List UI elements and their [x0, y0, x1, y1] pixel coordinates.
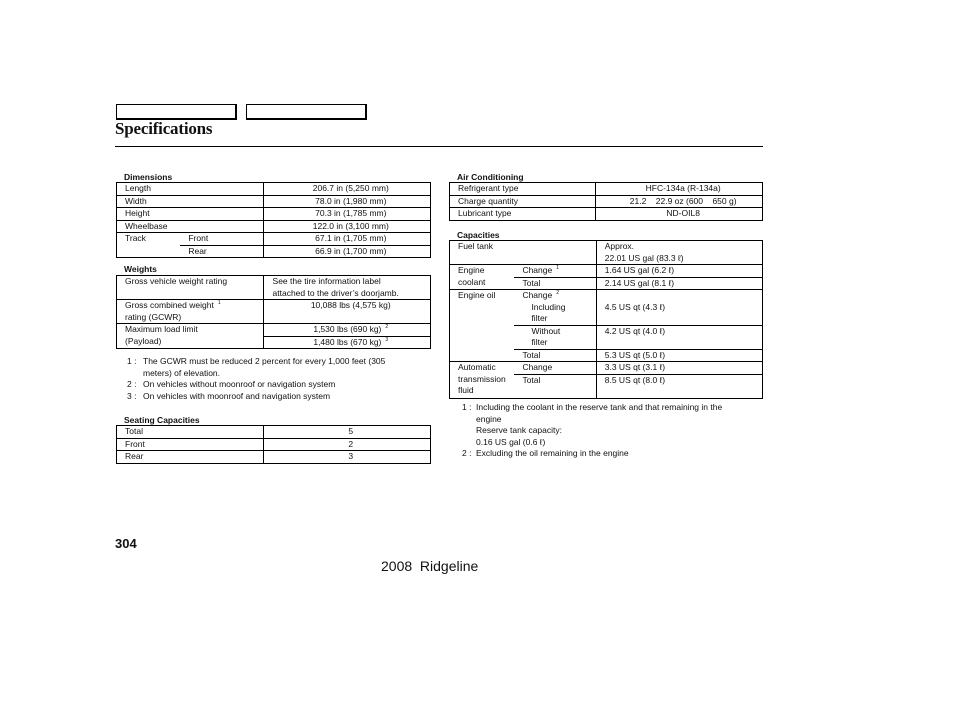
- footnote-marker: 1: [556, 265, 559, 271]
- atf-label: [450, 362, 515, 399]
- table-row: [117, 324, 431, 337]
- ac-value: HFC-134a (R-134a): [596, 183, 763, 196]
- seating-value: 3: [263, 451, 430, 464]
- ac-label: Refrigerant type: [450, 183, 596, 196]
- coolant-total-label: Total: [514, 277, 596, 290]
- note-text: Excluding the oil remaining in the engine: [476, 448, 629, 458]
- table-row: [117, 183, 431, 196]
- fuel-tank-value: [596, 241, 762, 265]
- track-label: Track: [117, 233, 181, 258]
- table-row: [117, 208, 431, 221]
- coolant-change-text: Change: [522, 265, 553, 275]
- note-text: meters) of elevation.: [143, 367, 221, 378]
- capacities-note: [462, 402, 776, 448]
- max-load-label-line: Maximum load limit: [125, 324, 198, 334]
- note-text: 0.16 US gal (0.6 ℓ): [476, 436, 546, 447]
- table-row: [117, 220, 431, 233]
- atf-label-line: Automatic: [458, 362, 496, 372]
- fuel-tank-value-line: Approx.: [604, 241, 635, 251]
- capacities-heading: Capacities: [457, 230, 500, 240]
- atf-change-label: Change: [514, 362, 596, 375]
- weights-note: [127, 379, 443, 391]
- dim-label: Wheelbase: [117, 220, 264, 233]
- gcwr-label-line: rating (GCWR): [125, 311, 182, 322]
- max-load-value: [263, 324, 430, 337]
- note-text: The GCWR must be reduced 2 percent for every 1,000 feet (305: [143, 356, 386, 366]
- track-rear-value: 66.9 in (1,700 mm): [263, 245, 430, 258]
- coolant-total-value: 2.14 US gal (8.1 ℓ): [596, 277, 762, 290]
- seating-label: Front: [117, 438, 264, 451]
- weights-note: [127, 391, 443, 403]
- track-front-label: Front: [180, 233, 263, 246]
- header-tab-1: [116, 104, 237, 120]
- gvwr-value-line: attached to the driver’s doorjamb.: [272, 287, 399, 298]
- dim-value: 122.0 in (3,100 mm): [263, 220, 430, 233]
- atf-change-value: 3.3 US qt (3.1 ℓ): [596, 362, 762, 375]
- note-text: Reserve tank capacity:: [476, 425, 562, 436]
- oil-including-line: Including: [531, 301, 566, 312]
- note-number: 3 :: [127, 391, 137, 401]
- track-front-value: 67.1 in (1,705 mm): [263, 233, 430, 246]
- table-row: [117, 276, 431, 300]
- atf-label-line: transmission: [458, 373, 506, 384]
- table-row: [117, 233, 431, 246]
- seating-heading: Seating Capacities: [124, 415, 200, 425]
- note-number: 1 :: [462, 402, 472, 412]
- dimensions-heading: Dimensions: [124, 172, 173, 182]
- gcwr-label: [117, 300, 264, 324]
- note-text: engine: [476, 413, 502, 424]
- note-number: 2 :: [462, 448, 472, 458]
- coolant-change-value: 1.64 US gal (6.2 ℓ): [596, 265, 762, 278]
- dim-label: Height: [117, 208, 264, 221]
- dim-value: 206.7 in (5,250 mm): [263, 183, 430, 196]
- seating-label: Rear: [117, 451, 264, 464]
- dim-value: 78.0 in (1,980 mm): [263, 195, 430, 208]
- ac-value: 21.2 22.9 oz (600 650 g): [596, 195, 763, 208]
- note-text: Including the coolant in the reserve tank and that remaining in the: [476, 402, 723, 412]
- seating-value: 5: [263, 426, 430, 439]
- header-tab-2: [246, 104, 367, 120]
- oil-including-label: [514, 302, 596, 326]
- table-row: [450, 241, 763, 265]
- oil-without-line: Without: [531, 325, 561, 336]
- footnote-marker: 2: [385, 324, 389, 330]
- gvwr-value-line: See the tire information label: [272, 276, 381, 286]
- table-row: [117, 451, 431, 464]
- gcwr-label-line: Gross combined weight: [125, 300, 214, 310]
- note-text: On vehicles without moonroof or navigation system: [143, 379, 336, 389]
- dim-label: Length: [117, 183, 264, 196]
- fuel-tank-label: Fuel tank: [450, 241, 597, 265]
- max-load-value: [263, 336, 430, 349]
- ac-label: Lubricant type: [450, 208, 596, 221]
- table-row: [117, 195, 431, 208]
- table-row: [450, 208, 763, 221]
- oil-without-value: 4.2 US qt (4.0 ℓ): [596, 325, 762, 349]
- max-load-label: [117, 324, 264, 349]
- oil-total-label: Total: [514, 349, 596, 362]
- oil-including-value: 4.5 US qt (4.3 ℓ): [596, 302, 762, 326]
- atf-label-line: fluid: [458, 385, 474, 395]
- track-rear-label: Rear: [180, 245, 263, 258]
- seating-label: Total: [117, 426, 264, 439]
- dimensions-table: [116, 182, 431, 258]
- dim-value: 70.3 in (1,785 mm): [263, 208, 430, 221]
- footnote-marker: 2: [556, 290, 559, 296]
- weights-heading: Weights: [124, 264, 157, 274]
- oil-including-line: filter: [531, 313, 548, 323]
- max-load-value-text: 1,530 lbs (690 kg): [313, 324, 382, 334]
- oil-change-value: [596, 290, 762, 302]
- max-load-label-line: (Payload): [125, 335, 162, 346]
- gcwr-value: 10,088 lbs (4,575 kg): [263, 300, 430, 324]
- coolant-label-line: coolant: [458, 276, 486, 287]
- atf-total-label: Total: [514, 374, 596, 398]
- table-row: [450, 265, 763, 278]
- dim-label: Width: [117, 195, 264, 208]
- oil-without-label: [514, 325, 596, 349]
- table-row: [450, 290, 763, 302]
- footnote-marker: 3: [385, 336, 389, 343]
- note-text: On vehicles with moonroof and navigation system: [143, 391, 331, 401]
- max-load-value-text: 1,480 lbs (670 kg): [313, 336, 382, 347]
- air-conditioning-table: [449, 182, 763, 221]
- table-row: [117, 438, 431, 451]
- coolant-change-label: [514, 265, 596, 278]
- page-number: 304: [115, 536, 137, 551]
- engine-oil-label: Engine oil: [450, 290, 515, 362]
- note-number: 1 :: [127, 356, 137, 366]
- air-conditioning-heading: Air Conditioning: [457, 172, 524, 182]
- oil-change-label: [514, 290, 596, 302]
- title-rule: [115, 146, 763, 147]
- page-title: Specifications: [115, 119, 213, 138]
- capacities-note: [462, 448, 776, 460]
- footer-model: 2008 Ridgeline: [381, 558, 479, 574]
- footnote-marker: 1: [217, 300, 221, 306]
- capacities-table: [449, 240, 763, 399]
- oil-total-value: 5.3 US qt (5.0 ℓ): [596, 349, 762, 362]
- fuel-tank-value-line: 22.01 US gal (83.3 ℓ): [604, 252, 684, 263]
- coolant-label-line: Engine: [458, 265, 485, 275]
- table-row: [117, 426, 431, 439]
- table-row: [450, 183, 763, 196]
- weights-note: [127, 356, 443, 379]
- weights-table: [116, 275, 431, 349]
- table-row: [450, 362, 763, 375]
- seating-table: [116, 425, 431, 464]
- table-row: [450, 195, 763, 208]
- gvwr-label: Gross vehicle weight rating: [117, 276, 264, 300]
- ac-label: Charge quantity: [450, 195, 596, 208]
- ac-value: ND-OIL8: [596, 208, 763, 221]
- oil-change-text: Change: [522, 290, 553, 300]
- gvwr-value: [263, 276, 430, 300]
- note-number: 2 :: [127, 379, 137, 389]
- oil-without-line: filter: [531, 337, 548, 347]
- seating-value: 2: [263, 438, 430, 451]
- coolant-label: [450, 265, 515, 290]
- atf-total-value: 8.5 US qt (8.0 ℓ): [596, 374, 762, 398]
- table-row: [117, 300, 431, 324]
